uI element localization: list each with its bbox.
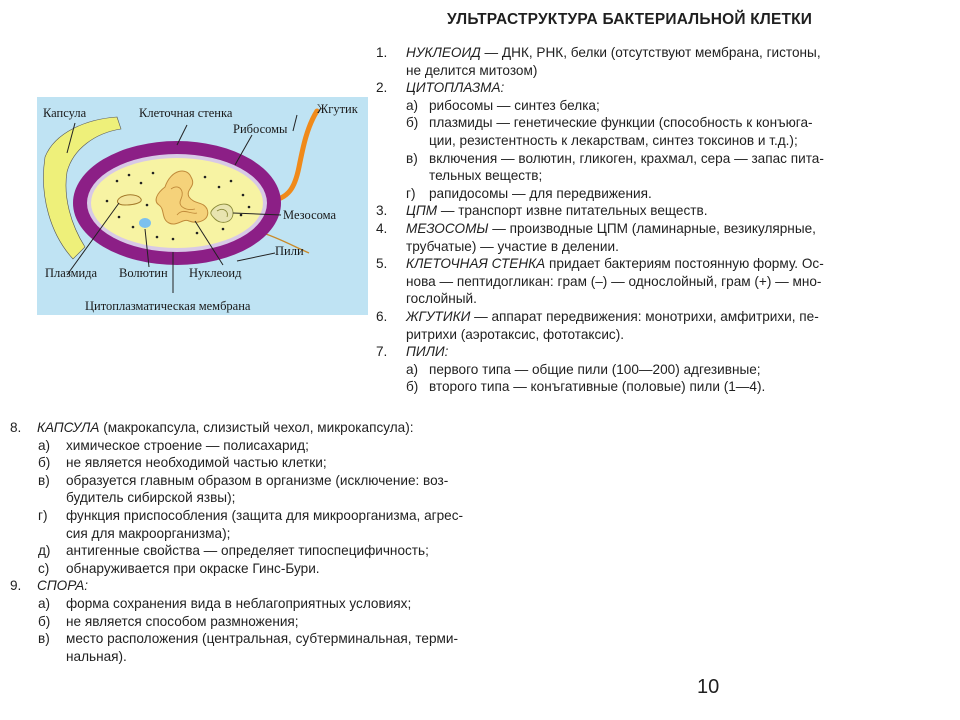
label-plasmid: Плазмида [45, 266, 98, 280]
item-line [406, 326, 936, 344]
sub-item [376, 114, 936, 149]
item-text: — производные ЦПМ (ламинарные, везикулярные, [488, 220, 816, 236]
item-line [406, 255, 936, 273]
item-text: трубчатые) — участие в делении. [406, 238, 619, 254]
item-text: придает бактериям постоянную форму. Ос- [545, 256, 824, 272]
sub-item-line: нальная). [66, 648, 127, 664]
sub-item [376, 150, 936, 185]
page-title: УЛЬТРАСТРУКТУРА БАКТЕРИАЛЬНОЙ КЛЕТКИ [447, 11, 813, 28]
sub-item-letter: а) [406, 97, 419, 113]
sub-item-letter: в) [406, 150, 418, 166]
sub-item-line: не является способом размножения; [66, 613, 299, 629]
item-number: 2. [376, 80, 388, 96]
sub-item [10, 595, 530, 613]
item-line [406, 273, 936, 291]
sub-item [376, 185, 936, 203]
item-line [406, 44, 936, 62]
item-number: 4. [376, 220, 388, 236]
volutin-shape [139, 218, 151, 228]
item-number: 1. [376, 45, 388, 60]
item-line [406, 220, 936, 238]
item-term: КЛЕТОЧНАЯ СТЕНКА [406, 256, 546, 272]
sub-item-letter: в) [38, 472, 50, 488]
item-term: ЦИТОПЛАЗМА: [406, 80, 505, 96]
sub-item [10, 437, 530, 455]
sub-item-line: рапидосомы — для передвижения. [429, 185, 652, 201]
sub-item-letter: б) [38, 613, 51, 629]
sub-item-letter: д) [38, 543, 51, 559]
item-text: ритрихи (аэротаксис, фототаксис). [406, 326, 625, 342]
list-item [376, 220, 936, 255]
sub-item-line: тельных веществ; [429, 168, 543, 184]
label-capsule: Капсула [43, 106, 87, 120]
label-volutin: Волютин [119, 266, 168, 280]
item-line [406, 238, 936, 256]
list-item [376, 343, 936, 361]
sub-item-letter: с) [38, 560, 50, 576]
sub-item-letter: в) [38, 631, 50, 647]
label-cell-wall: Клеточная стенка [139, 106, 233, 120]
sub-item-line: функция приспособления (защита для микроорганизма, агрес- [66, 507, 464, 523]
item-term: ПИЛИ: [406, 344, 449, 360]
item-text: гослойный. [406, 291, 477, 307]
page-number: 10 [697, 676, 720, 698]
label-membrane: Цитоплазматическая мембрана [85, 299, 251, 313]
bacterial-cell-diagram [37, 97, 368, 315]
structure-list-top [376, 44, 936, 396]
sub-item [10, 507, 530, 542]
item-term: НУКЛЕОИД [406, 45, 481, 60]
item-number: 7. [376, 344, 388, 360]
item-number: 9. [10, 578, 22, 594]
label-nucleoid: Нуклеоид [189, 266, 242, 280]
diagram-svg [37, 97, 368, 315]
list-item [376, 79, 936, 97]
label-ribosomes: Рибосомы [233, 122, 288, 136]
sub-item-line: сия для макроорганизма); [66, 525, 231, 541]
sub-item-letter: г) [38, 507, 48, 523]
sub-item-line: второго типа — конъгативные (половые) пили (1—4). [429, 379, 766, 395]
item-line [37, 419, 530, 437]
sub-item [10, 542, 530, 560]
item-term: ЦПМ [406, 203, 438, 219]
item-text: (макрокапсула, слизистый чехол, микрокапсула): [99, 420, 414, 435]
sub-item-letter: а) [38, 437, 51, 453]
item-line [406, 308, 936, 326]
item-term: ЖГУТИКИ [406, 308, 471, 324]
label-mesosome: Мезосома [283, 208, 337, 222]
sub-item-line: образуется главным образом в организме (исключение: воз- [66, 472, 449, 488]
sub-item-letter: б) [406, 379, 419, 395]
list-item [10, 577, 530, 595]
label-flagellum: Жгутик [317, 102, 358, 116]
sub-item [376, 97, 936, 115]
sub-item [10, 630, 530, 665]
item-line [406, 202, 936, 220]
sub-item-letter: г) [406, 185, 416, 201]
sub-item-line: обнаруживается при окраске Гинс-Бури. [66, 560, 320, 576]
sub-item-line: не является необходимой частью клетки; [66, 455, 327, 471]
item-line [37, 577, 530, 595]
sub-item-line: антигенные свойства — определяет типоспецифичность; [66, 543, 429, 559]
sub-item [10, 454, 530, 472]
list-item [376, 44, 936, 79]
item-line [406, 290, 936, 308]
structure-list-bottom [10, 419, 530, 665]
sub-item-line: место расположения (центральная, субтерминальная, терми- [66, 631, 458, 647]
item-number: 5. [376, 256, 388, 272]
sub-item-letter: б) [406, 115, 419, 131]
item-number: 8. [10, 420, 22, 435]
sub-item [376, 378, 936, 396]
item-text: — ДНК, РНК, белки (отсутствуют мембрана, гистоны, [480, 45, 821, 60]
sub-item [10, 560, 530, 578]
sub-item [10, 613, 530, 631]
item-number: 3. [376, 203, 388, 219]
list-item [376, 202, 936, 220]
sub-item-line: форма сохранения вида в неблагоприятных условиях; [66, 595, 412, 611]
label-pili: Пили [275, 244, 304, 258]
item-line [406, 62, 936, 80]
sub-item-line: плазмиды — генетические функции (способность к конъюга- [429, 115, 813, 131]
item-text: не делится митозом) [406, 62, 538, 78]
item-text: — аппарат передвижения: монотрихи, амфитрихи, пе- [470, 308, 819, 324]
item-term: МЕЗОСОМЫ [406, 220, 489, 236]
sub-item [376, 361, 936, 379]
sub-item-line: будитель сибирской язвы); [66, 490, 236, 506]
sub-item-letter: б) [38, 455, 51, 471]
sub-item-line: включения — волютин, гликоген, крахмал, сера — запас пита- [429, 150, 824, 166]
sub-item-line: химическое строение — полисахарид; [66, 437, 309, 453]
item-line [406, 79, 936, 97]
list-item [10, 419, 530, 437]
item-number: 6. [376, 308, 388, 324]
sub-item-letter: а) [38, 595, 51, 611]
sub-item-line: ции, резистентность к лекарствам, синтез токсинов и т.д.); [429, 132, 798, 148]
item-text: — транспорт извне питательных веществ. [437, 203, 708, 219]
item-term: КАПСУЛА [37, 420, 100, 435]
sub-item-line: рибосомы — синтез белка; [429, 97, 600, 113]
item-line [406, 343, 936, 361]
item-text: нова — пептидогликан: грам (–) — однослойный, грам (+) — мно- [406, 273, 822, 289]
sub-item-letter: а) [406, 361, 419, 377]
list-item [376, 255, 936, 308]
sub-item-line: первого типа — общие пили (100—200) адгезивные; [429, 361, 761, 377]
list-item [376, 308, 936, 343]
item-term: СПОРА: [37, 578, 89, 594]
sub-item [10, 472, 530, 507]
